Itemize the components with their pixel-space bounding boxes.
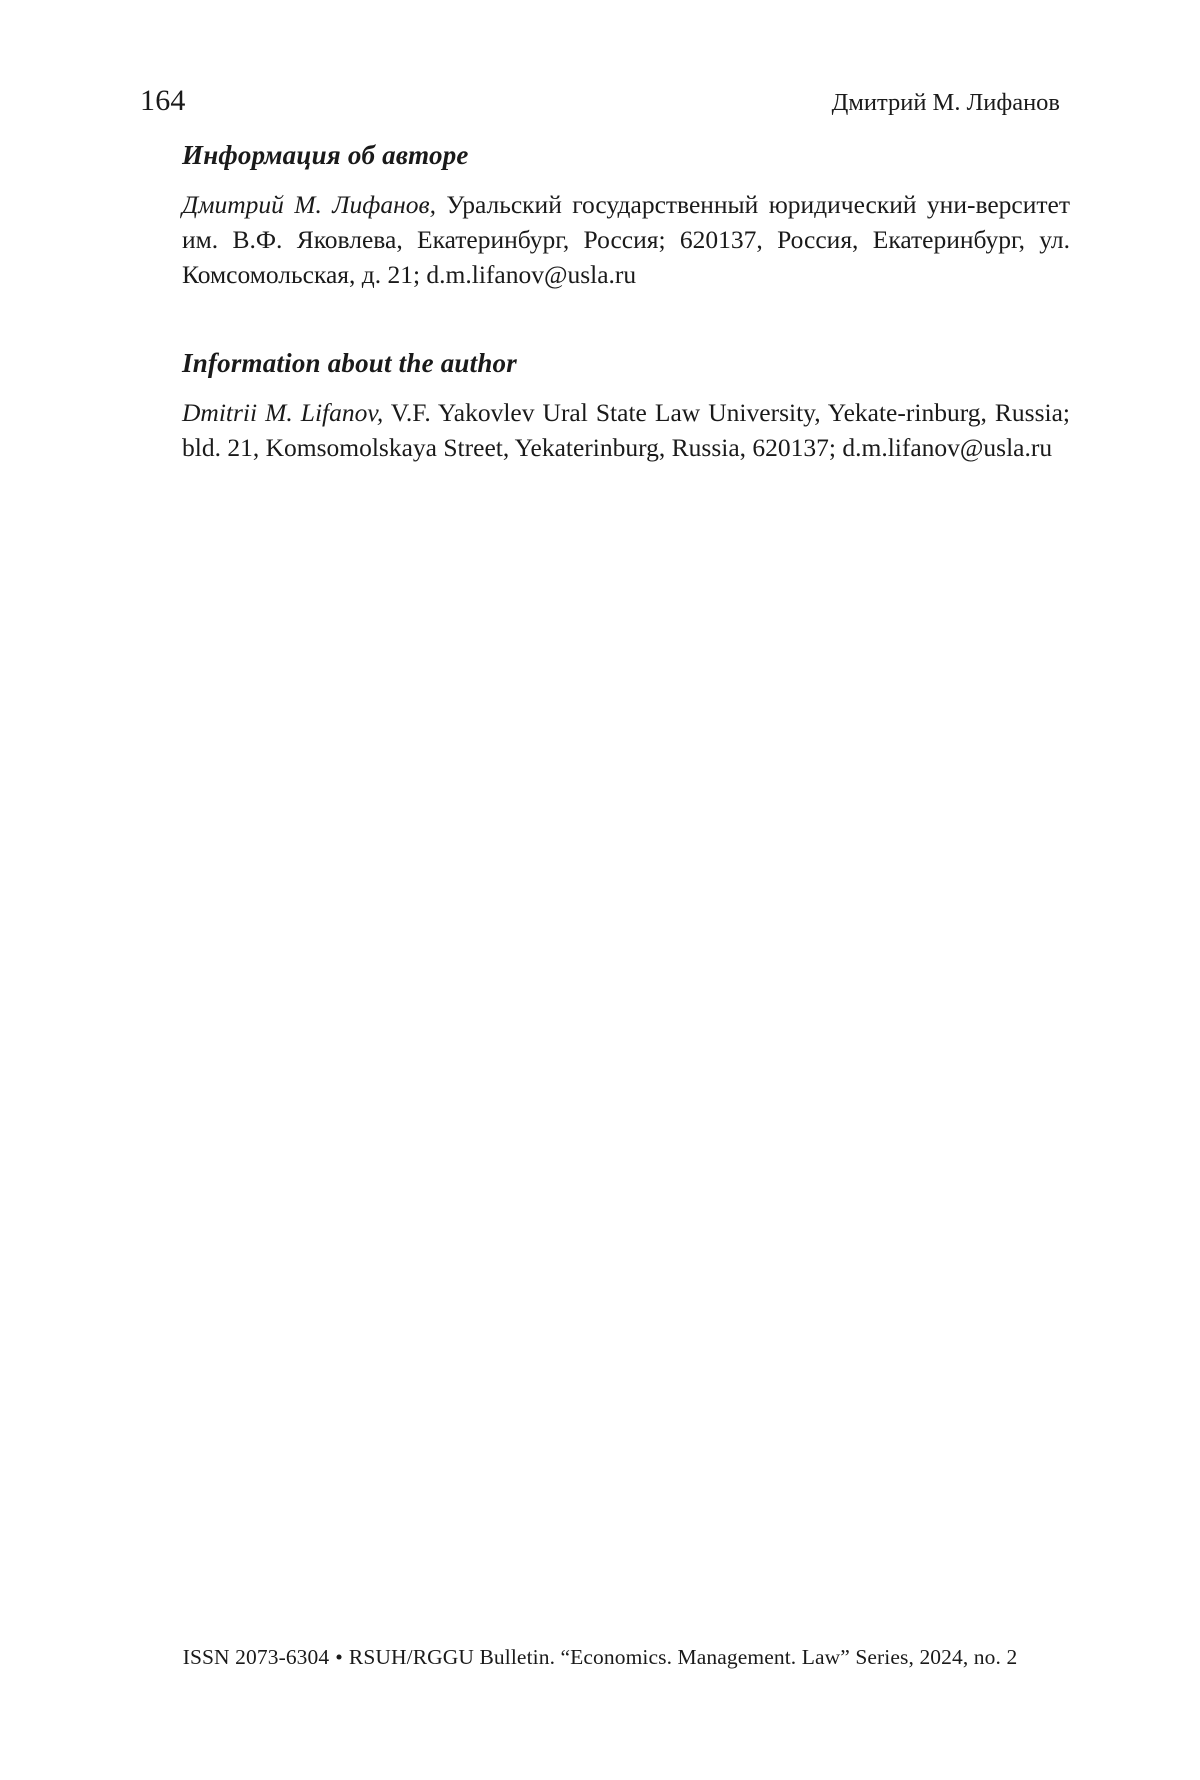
footer-journal: RSUH/RGGU Bulletin. “Economics. Management. Law” Series, 2024, no. 2 [348, 1645, 1018, 1669]
section-spacer [182, 293, 1070, 348]
author-name-en: Dmitrii M. Lifanov, [182, 397, 384, 427]
section-title-ru: Информация об авторе [182, 140, 469, 170]
running-head-author: Дмитрий М. Лифанов [831, 89, 1060, 116]
page-content [182, 140, 1070, 466]
author-affiliation-en: V.F. Yakovlev Ural State Law University, Yekate-rinburg, Russia; bld. 21, Komsomolskaya Street, Yekaterinburg, Russia, 620137; d.m.lifanov@usla.ru [182, 397, 1070, 462]
footer-issn: ISSN 2073-6304 [182, 1645, 330, 1669]
author-name-ru: Дмитрий М. Лифанов, [182, 190, 436, 219]
page-number: 164 [140, 84, 186, 117]
author-info-en [182, 396, 1070, 466]
page-footer [0, 1645, 1200, 1670]
section-title-en: Information about the author [182, 347, 517, 378]
footer-separator: • [335, 1645, 343, 1669]
running-head [140, 84, 1060, 118]
author-info-ru [182, 188, 1070, 293]
author-affiliation-ru: Уральский государственный юридический уни-верситет им. В.Ф. Яковлева, Екатеринбург, Россия; 620137, Россия, Екатеринбург, ул. Комсомольская, д. 21; d.m.lifanov@usla.ru [182, 190, 1070, 289]
